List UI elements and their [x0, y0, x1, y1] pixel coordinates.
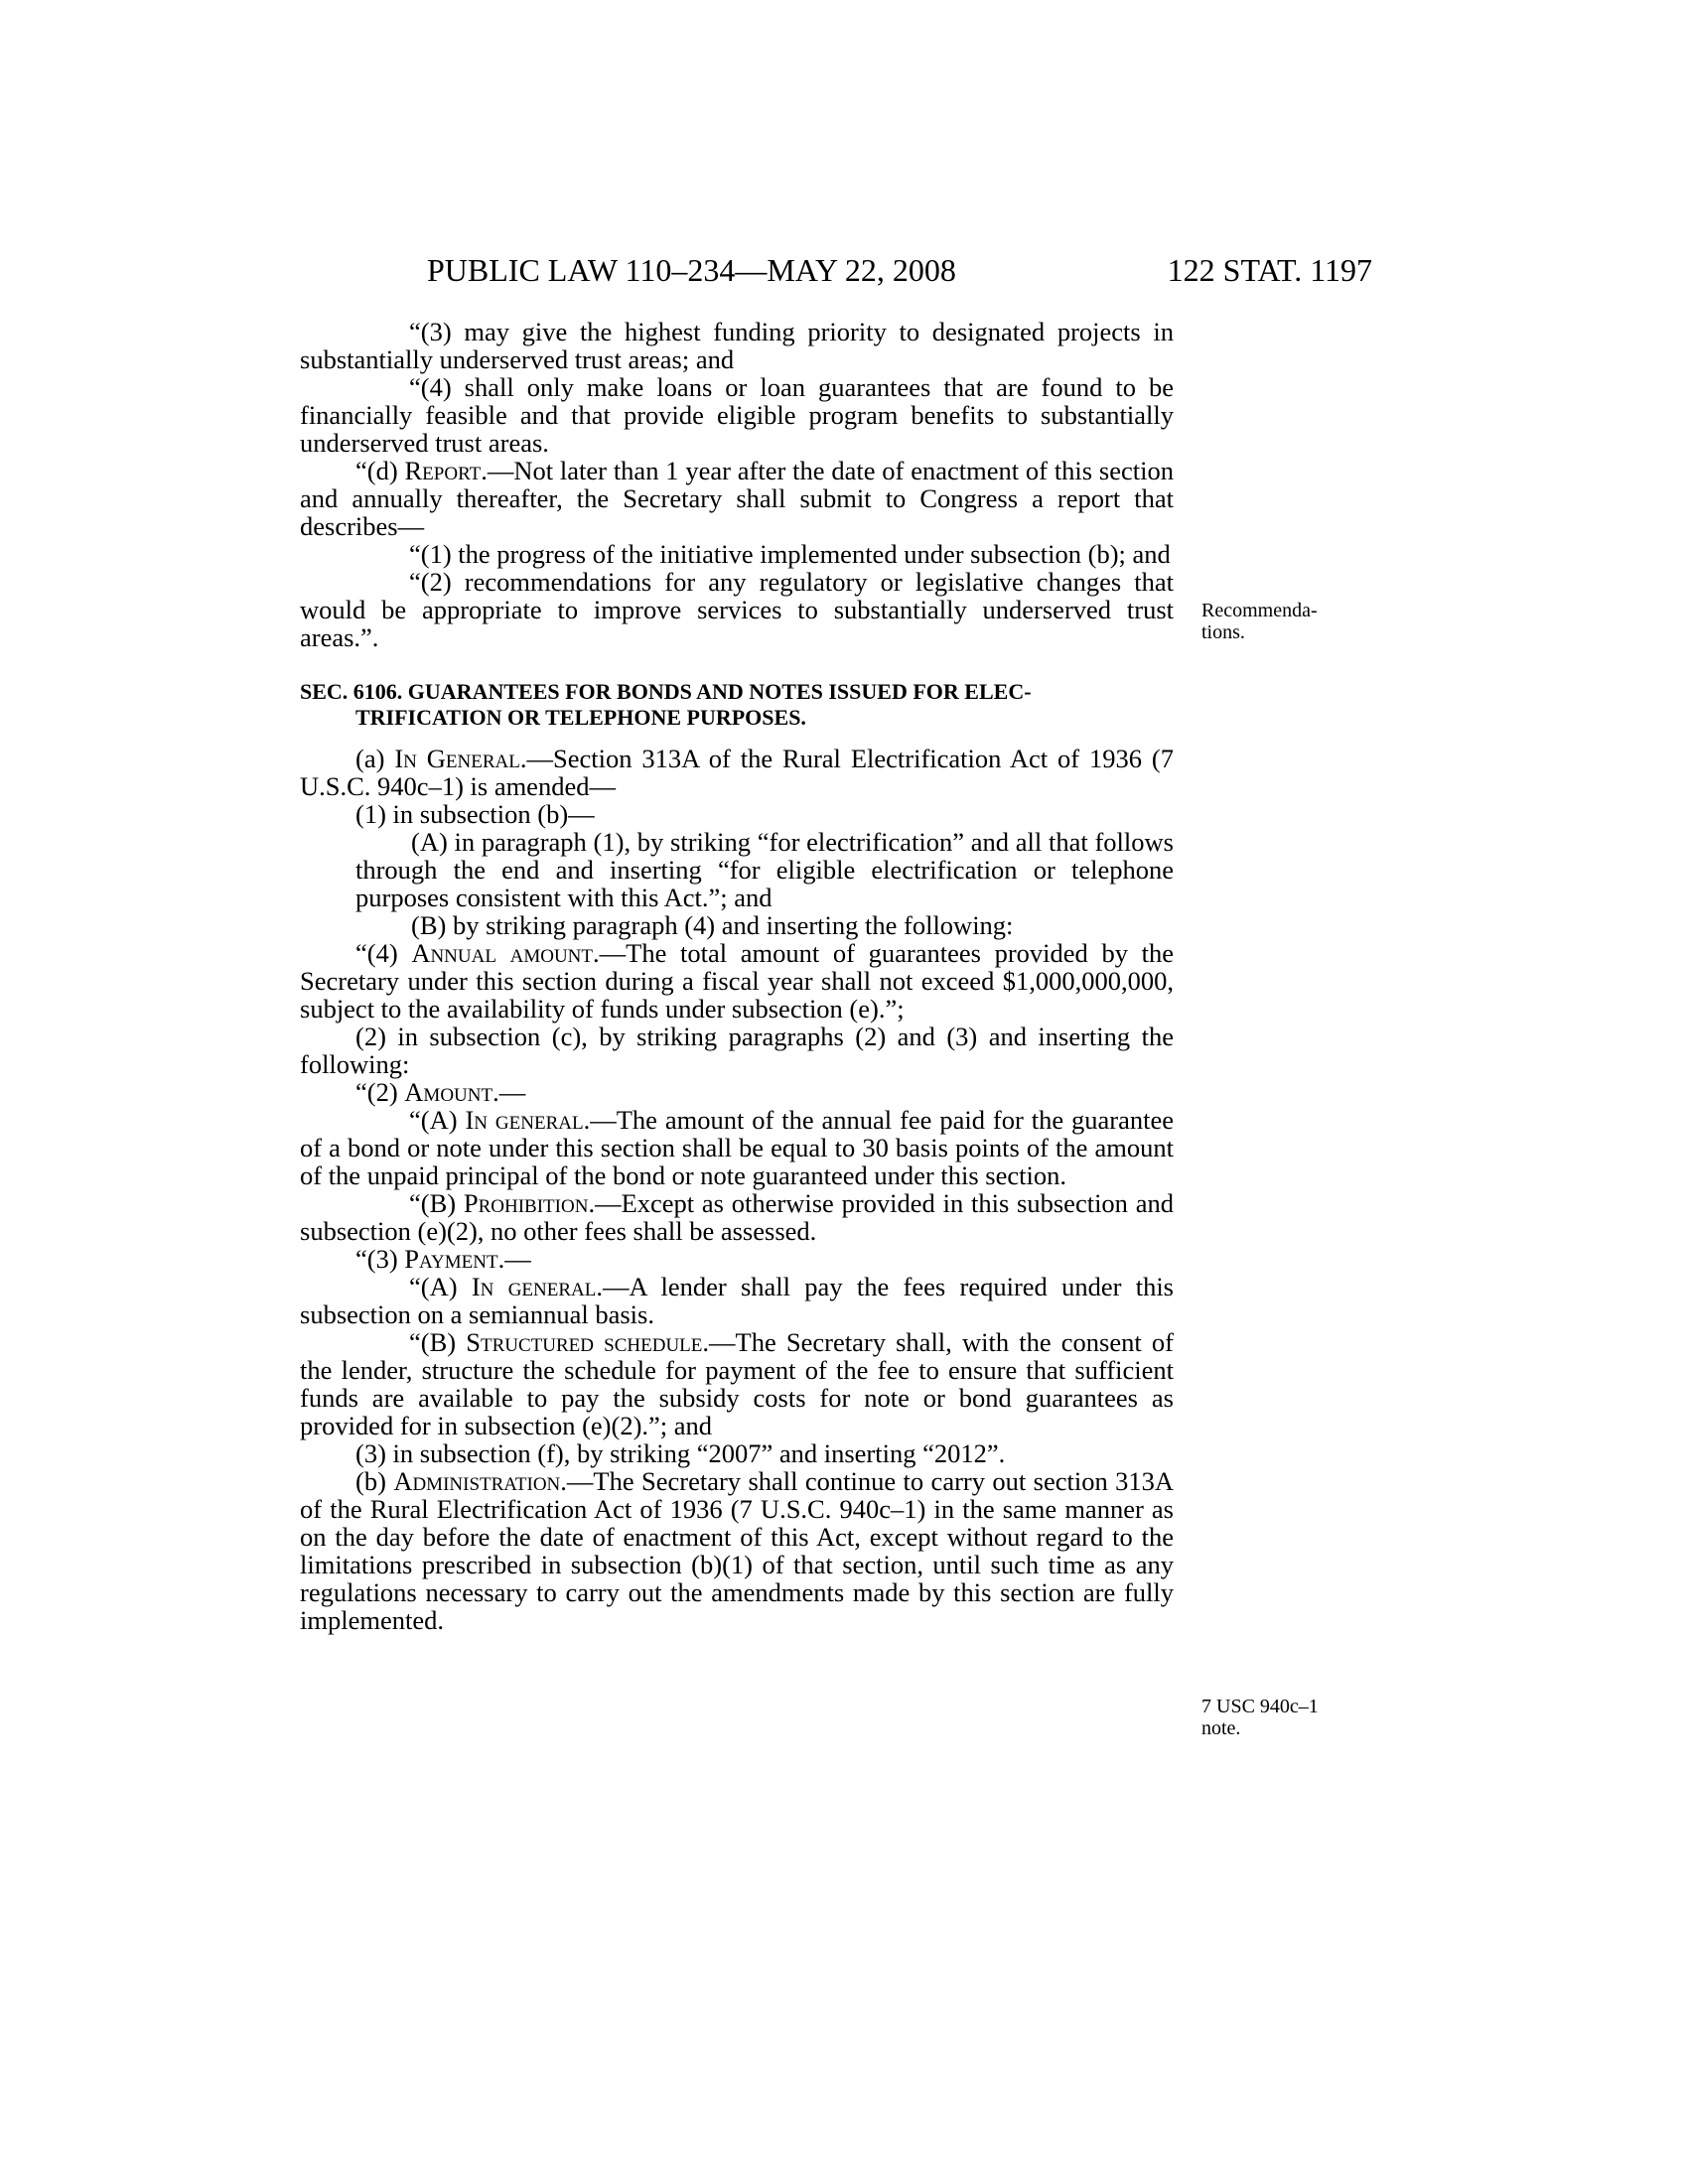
margin-note-usc: 7 USC 940c–1 note. — [1201, 1696, 1319, 1739]
paragraph-d-report: “(d) Report.—Not later than 1 year after the date of enactment of this section and annually thereafter, the Secretary shall submit to Congress a report that describes— — [300, 456, 1174, 541]
paragraph-2-recommendations: “(2) recommendations for any regulatory or legislative changes that would be appropriate to improve services to substantially underserved trust areas.”. — [300, 567, 1174, 652]
header-public-law: PUBLIC LAW 110–234—MAY 22, 2008 — [427, 252, 956, 288]
margin-note-recommendations: Recommenda- tions. — [1201, 600, 1318, 643]
item-A-paragraph-1: (A) in paragraph (1), by striking “for electrification” and all that follows through the end and inserting “for eligible electrification or telephone purposes consistent with this Act.”; and — [355, 827, 1174, 912]
subsection-a-general: (a) In General.—Section 313A of the Rural Electrification Act of 1936 (7 U.S.C. 940c–1) is amended— — [300, 744, 1174, 801]
item-B-paragraph-4: (B) by striking paragraph (4) and inserting the following: — [411, 910, 1014, 940]
quoted-3-payment: “(3) Payment.— — [355, 1244, 531, 1274]
quoted-2A-in-general: “(A) In general.—The amount of the annual fee paid for the guarantee of a bond or note under this section shall be equal to 30 basis points of the amount of the unpaid principal of the bond or note guaranteed under this section. — [300, 1105, 1174, 1190]
quoted-2B-prohibition: “(B) Prohibition.—Except as otherwise provided in this subsection and subsection (e)(2), no other fees shall be assessed. — [300, 1188, 1174, 1246]
item-1-subsection-b: (1) in subsection (b)— — [355, 799, 595, 829]
quoted-3A-in-general: “(A) In general.—A lender shall pay the fees required under this subsection on a semiannual basis. — [300, 1272, 1174, 1329]
quoted-2-amount: “(2) Amount.— — [355, 1077, 526, 1107]
running-header — [300, 250, 1372, 290]
subsection-b-administration: (b) Administration.—The Secretary shall continue to carry out section 313A of the Rural Electrification Act of 1936 (7 U.S.C. 940c–1) in the same manner as on the day before the date of enactment of this Act, except without regard to the limitations prescribed in subsection (b)(1) of that section, until such time as any regulations necessary to carry out the amendments made by this section are fully implemented. — [300, 1466, 1174, 1635]
page-body — [300, 318, 1174, 1634]
quoted-4-annual-amount: “(4) Annual amount.—The total amount of guarantees provided by the Secretary under this section during a fiscal year shall not exceed $1,000,000,000, subject to the availability of funds under subsection (e).”; — [300, 938, 1175, 1024]
header-stat-page: 122 STAT. 1197 — [1167, 252, 1372, 288]
quoted-3B-structured-schedule: “(B) Structured schedule.—The Secretary shall, with the consent of the lender, structure the schedule for payment of the fee to ensure that sufficient funds are available to pay the subsidy costs for note or bond guarantees as provided for in subsection (e)(2).”; and — [300, 1327, 1174, 1440]
item-2-subsection-c: (2) in subsection (c), by striking paragraphs (2) and (3) and inserting the following: — [300, 1022, 1174, 1079]
paragraph-1-progress: “(1) the progress of the initiative implemented under subsection (b); and — [409, 539, 1171, 569]
item-3-subsection-f: (3) in subsection (f), by striking “2007” and inserting “2012”. — [355, 1438, 1006, 1468]
paragraph-3-priority: “(3) may give the highest funding priority to designated projects in substantially underserved trust areas; and — [300, 317, 1174, 374]
section-heading: SEC. 6106. GUARANTEES FOR BONDS AND NOTES ISSUED FOR ELEC- TRIFICATION OR TELEPHONE PURPOSES. — [300, 679, 1032, 730]
paragraph-4-loans: “(4) shall only make loans or loan guarantees that are found to be financially feasible and that provide eligible program benefits to substantially underserved trust areas. — [300, 372, 1174, 458]
